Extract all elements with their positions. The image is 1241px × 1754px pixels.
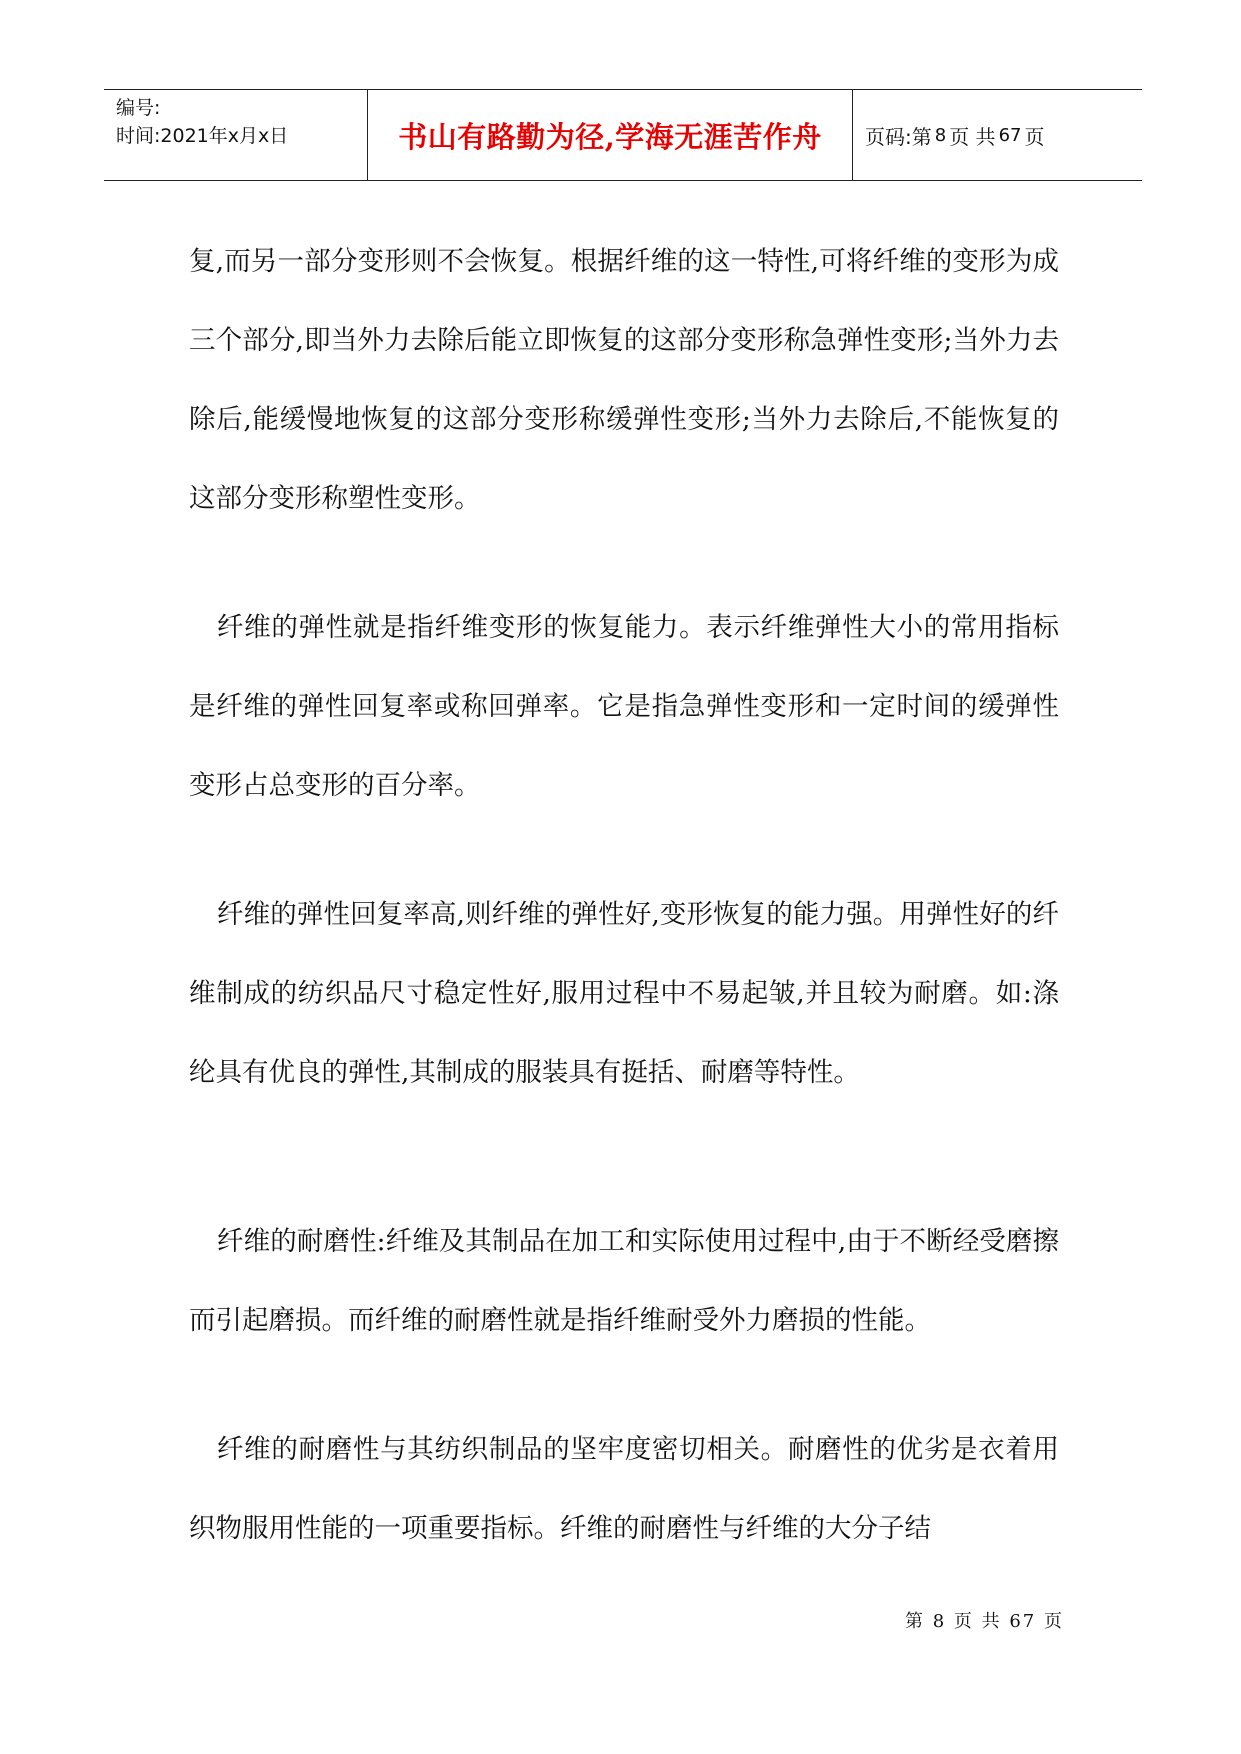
header-meta-cell xyxy=(104,90,368,180)
paragraph-elasticity-recovery: 纤维的弹性回复率高,则纤维的弹性好,变形恢复的能力强。用弹性好的纤维制成的纺织品尺寸稳定性好,服用过程中不易起皱,并且较为耐磨。如:涤纶具有优良的弹性,其制成的服装具有挺括、耐磨等特性。 xyxy=(189,899,1059,1088)
header-page-cell xyxy=(853,90,1142,180)
motto-text: 书山有路勤为径,学海无涯苦作舟 xyxy=(398,119,822,154)
page-middle: 页 共 xyxy=(949,124,996,149)
paragraph-abrasion-importance: 纤维的耐磨性与其纺织制品的坚牢度密切相关。耐磨性的优劣是衣着用织物服用性能的一项重要指标。纤维的耐磨性与纤维的大分子结 xyxy=(189,1434,1059,1544)
header-motto-cell xyxy=(368,90,853,180)
page-current: 8 xyxy=(934,124,947,146)
time-label: 时间:2021年x月x日 xyxy=(116,125,289,147)
page-header xyxy=(104,89,1142,181)
page-footer: 第 8 页 共 67 页 xyxy=(905,1611,1064,1632)
paragraph-elasticity-definition: 纤维的弹性就是指纤维变形的恢复能力。表示纤维弹性大小的常用指标是纤维的弹性回复率或称回弹率。它是指急弹性变形和一定时间的缓弹性变形占总变形的百分率。 xyxy=(189,612,1059,801)
page-total: 67 xyxy=(998,124,1022,146)
paragraph-continuation: 复,而另一部分变形则不会恢复。根据纤维的这一特性,可将纤维的变形为成三个部分,即当外力去除后能立即恢复的这部分变形称急弹性变形;当外力去除后,能缓慢地恢复的这部分变形称缓弹性变形;当外力去除后,不能恢复的这部分变形称塑性变形。 xyxy=(189,246,1059,514)
serial-label: 编号: xyxy=(116,97,161,119)
page-suffix: 页 xyxy=(1024,124,1045,149)
document-body xyxy=(189,222,1059,1568)
paragraph-abrasion-definition: 纤维的耐磨性:纤维及其制品在加工和实际使用过程中,由于不断经受磨擦而引起磨损。而纤维的耐磨性就是指纤维耐受外力磨损的性能。 xyxy=(189,1226,1059,1336)
page-prefix: 页码:第 xyxy=(865,124,932,149)
